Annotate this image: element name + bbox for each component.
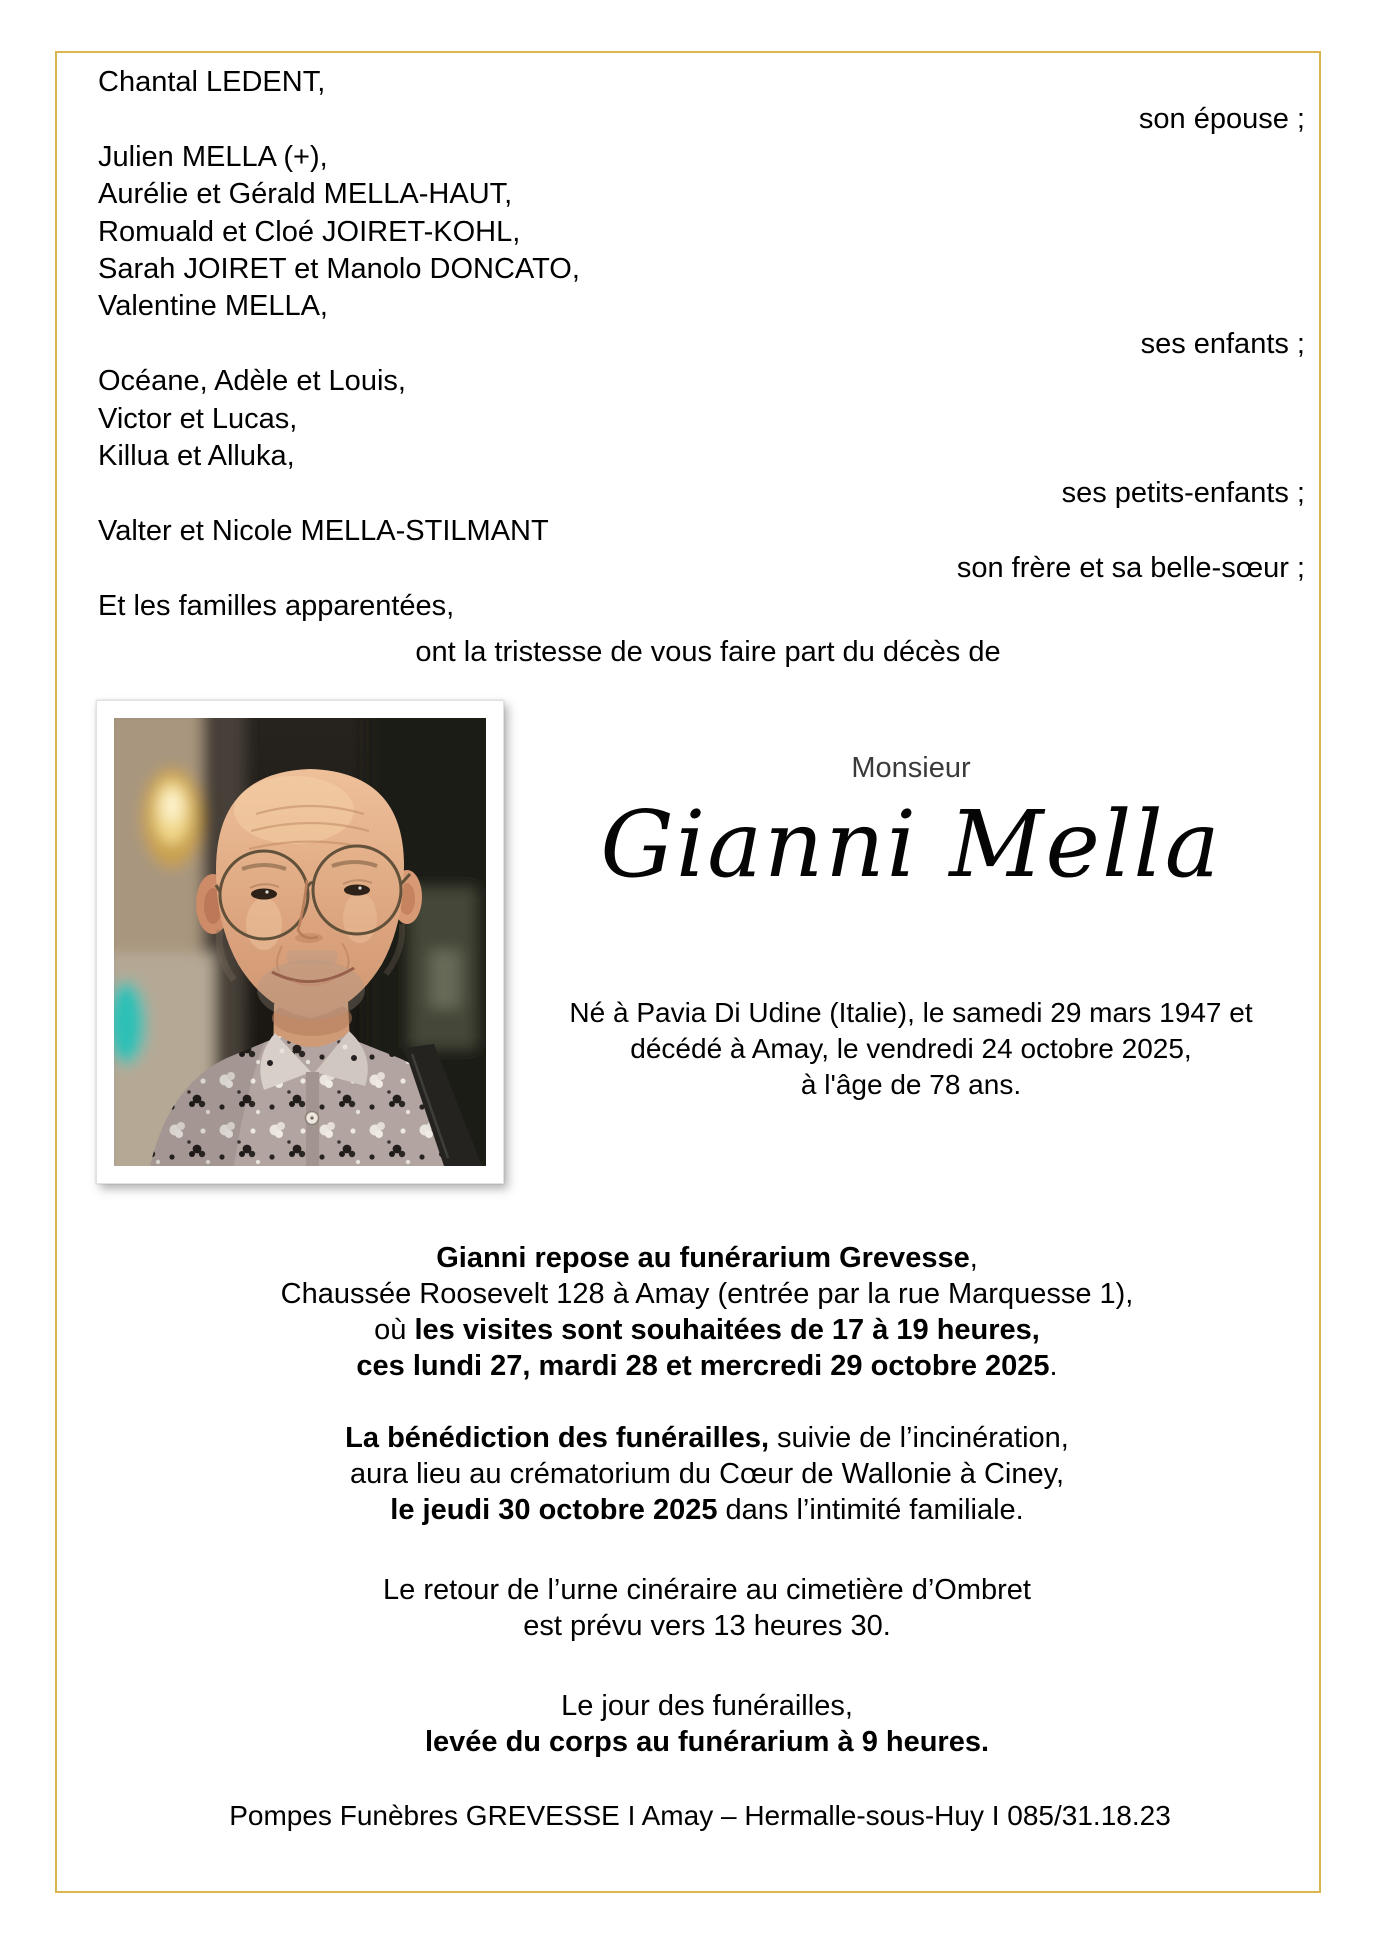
family-member-line: Sarah JOIRET et Manolo DONCATO, xyxy=(98,253,580,286)
ceremony-line: aura lieu au crématorium du Cœur de Wallonie à Ciney, xyxy=(349,1458,1065,1490)
family-member-line: Victor et Lucas, xyxy=(98,402,298,435)
ceremony-line: ces lundi 27, mardi 28 et mercredi 29 octobre 2025. xyxy=(356,1350,1058,1382)
ceremony-line: Gianni repose au funérarium Grevesse, xyxy=(436,1242,978,1274)
family-member-line: Romuald et Cloé JOIRET-KOHL, xyxy=(98,215,521,248)
ceremony-line: La bénédiction des funérailles, suivie de l’incinération, xyxy=(345,1422,1069,1454)
ceremony-paragraph-urne xyxy=(56,1572,1322,1644)
family-member-line: Océane, Adèle et Louis, xyxy=(98,365,406,398)
family-member-line: Killua et Alluka, xyxy=(98,440,295,473)
deceased-title: Monsieur xyxy=(851,752,971,784)
relation-label: son frère et sa belle-sœur ; xyxy=(956,552,1305,585)
portrait-photo xyxy=(96,700,504,1184)
ceremony-paragraph-benediction xyxy=(56,1420,1322,1528)
ceremony-line: où les visites sont souhaitées de 17 à 19 heures, xyxy=(374,1314,1040,1346)
family-member-line: Aurélie et Gérald MELLA-HAUT, xyxy=(98,178,513,211)
ceremony-line: le jeudi 30 octobre 2025 dans l’intimité familiale. xyxy=(390,1494,1024,1526)
intro-text: ont la tristesse de vous faire part du décès de xyxy=(415,636,1001,668)
relation-label: ses enfants ; xyxy=(1140,327,1305,360)
family-member-line: Valter et Nicole MELLA-STILMANT xyxy=(98,514,549,547)
ceremony-paragraph-levee xyxy=(56,1688,1322,1760)
family-relations-list xyxy=(98,64,1305,625)
ceremony-line: Le jour des funérailles, xyxy=(561,1690,853,1722)
ceremony-paragraph-repose xyxy=(56,1240,1322,1384)
family-member-line: Chantal LEDENT, xyxy=(98,66,326,98)
life-detail-line: à l'âge de 78 ans. xyxy=(800,1069,1022,1100)
relation-label: ses petits-enfants ; xyxy=(1061,477,1305,510)
family-member-line: Valentine MELLA, xyxy=(98,290,328,323)
portrait-illustration xyxy=(114,718,486,1166)
ceremony-line: Chaussée Roosevelt 128 à Amay (entrée par la rue Marquesse 1), xyxy=(280,1278,1134,1310)
deceased-name: Gianni Mella xyxy=(600,791,1222,898)
family-member-line: Et les familles apparentées, xyxy=(98,589,455,622)
life-details xyxy=(500,995,1322,1103)
ceremony-line: est prévu vers 13 heures 30. xyxy=(523,1610,891,1642)
life-detail-line: Né à Pavia Di Udine (Italie), le samedi 29 mars 1947 et xyxy=(569,997,1253,1028)
life-detail-line: décédé à Amay, le vendredi 24 octobre 2025, xyxy=(630,1033,1192,1064)
footer-text: Pompes Funèbres GREVESSE I Amay – Hermalle-sous-Huy I 085/31.18.23 xyxy=(229,1800,1171,1831)
relation-label: son épouse ; xyxy=(1138,103,1305,136)
ceremony-line: Le retour de l’urne cinéraire au cimetière d’Ombret xyxy=(383,1574,1031,1606)
family-member-line: Julien MELLA (+), xyxy=(98,140,328,173)
ceremony-line: levée du corps au funérarium à 9 heures. xyxy=(424,1726,990,1758)
